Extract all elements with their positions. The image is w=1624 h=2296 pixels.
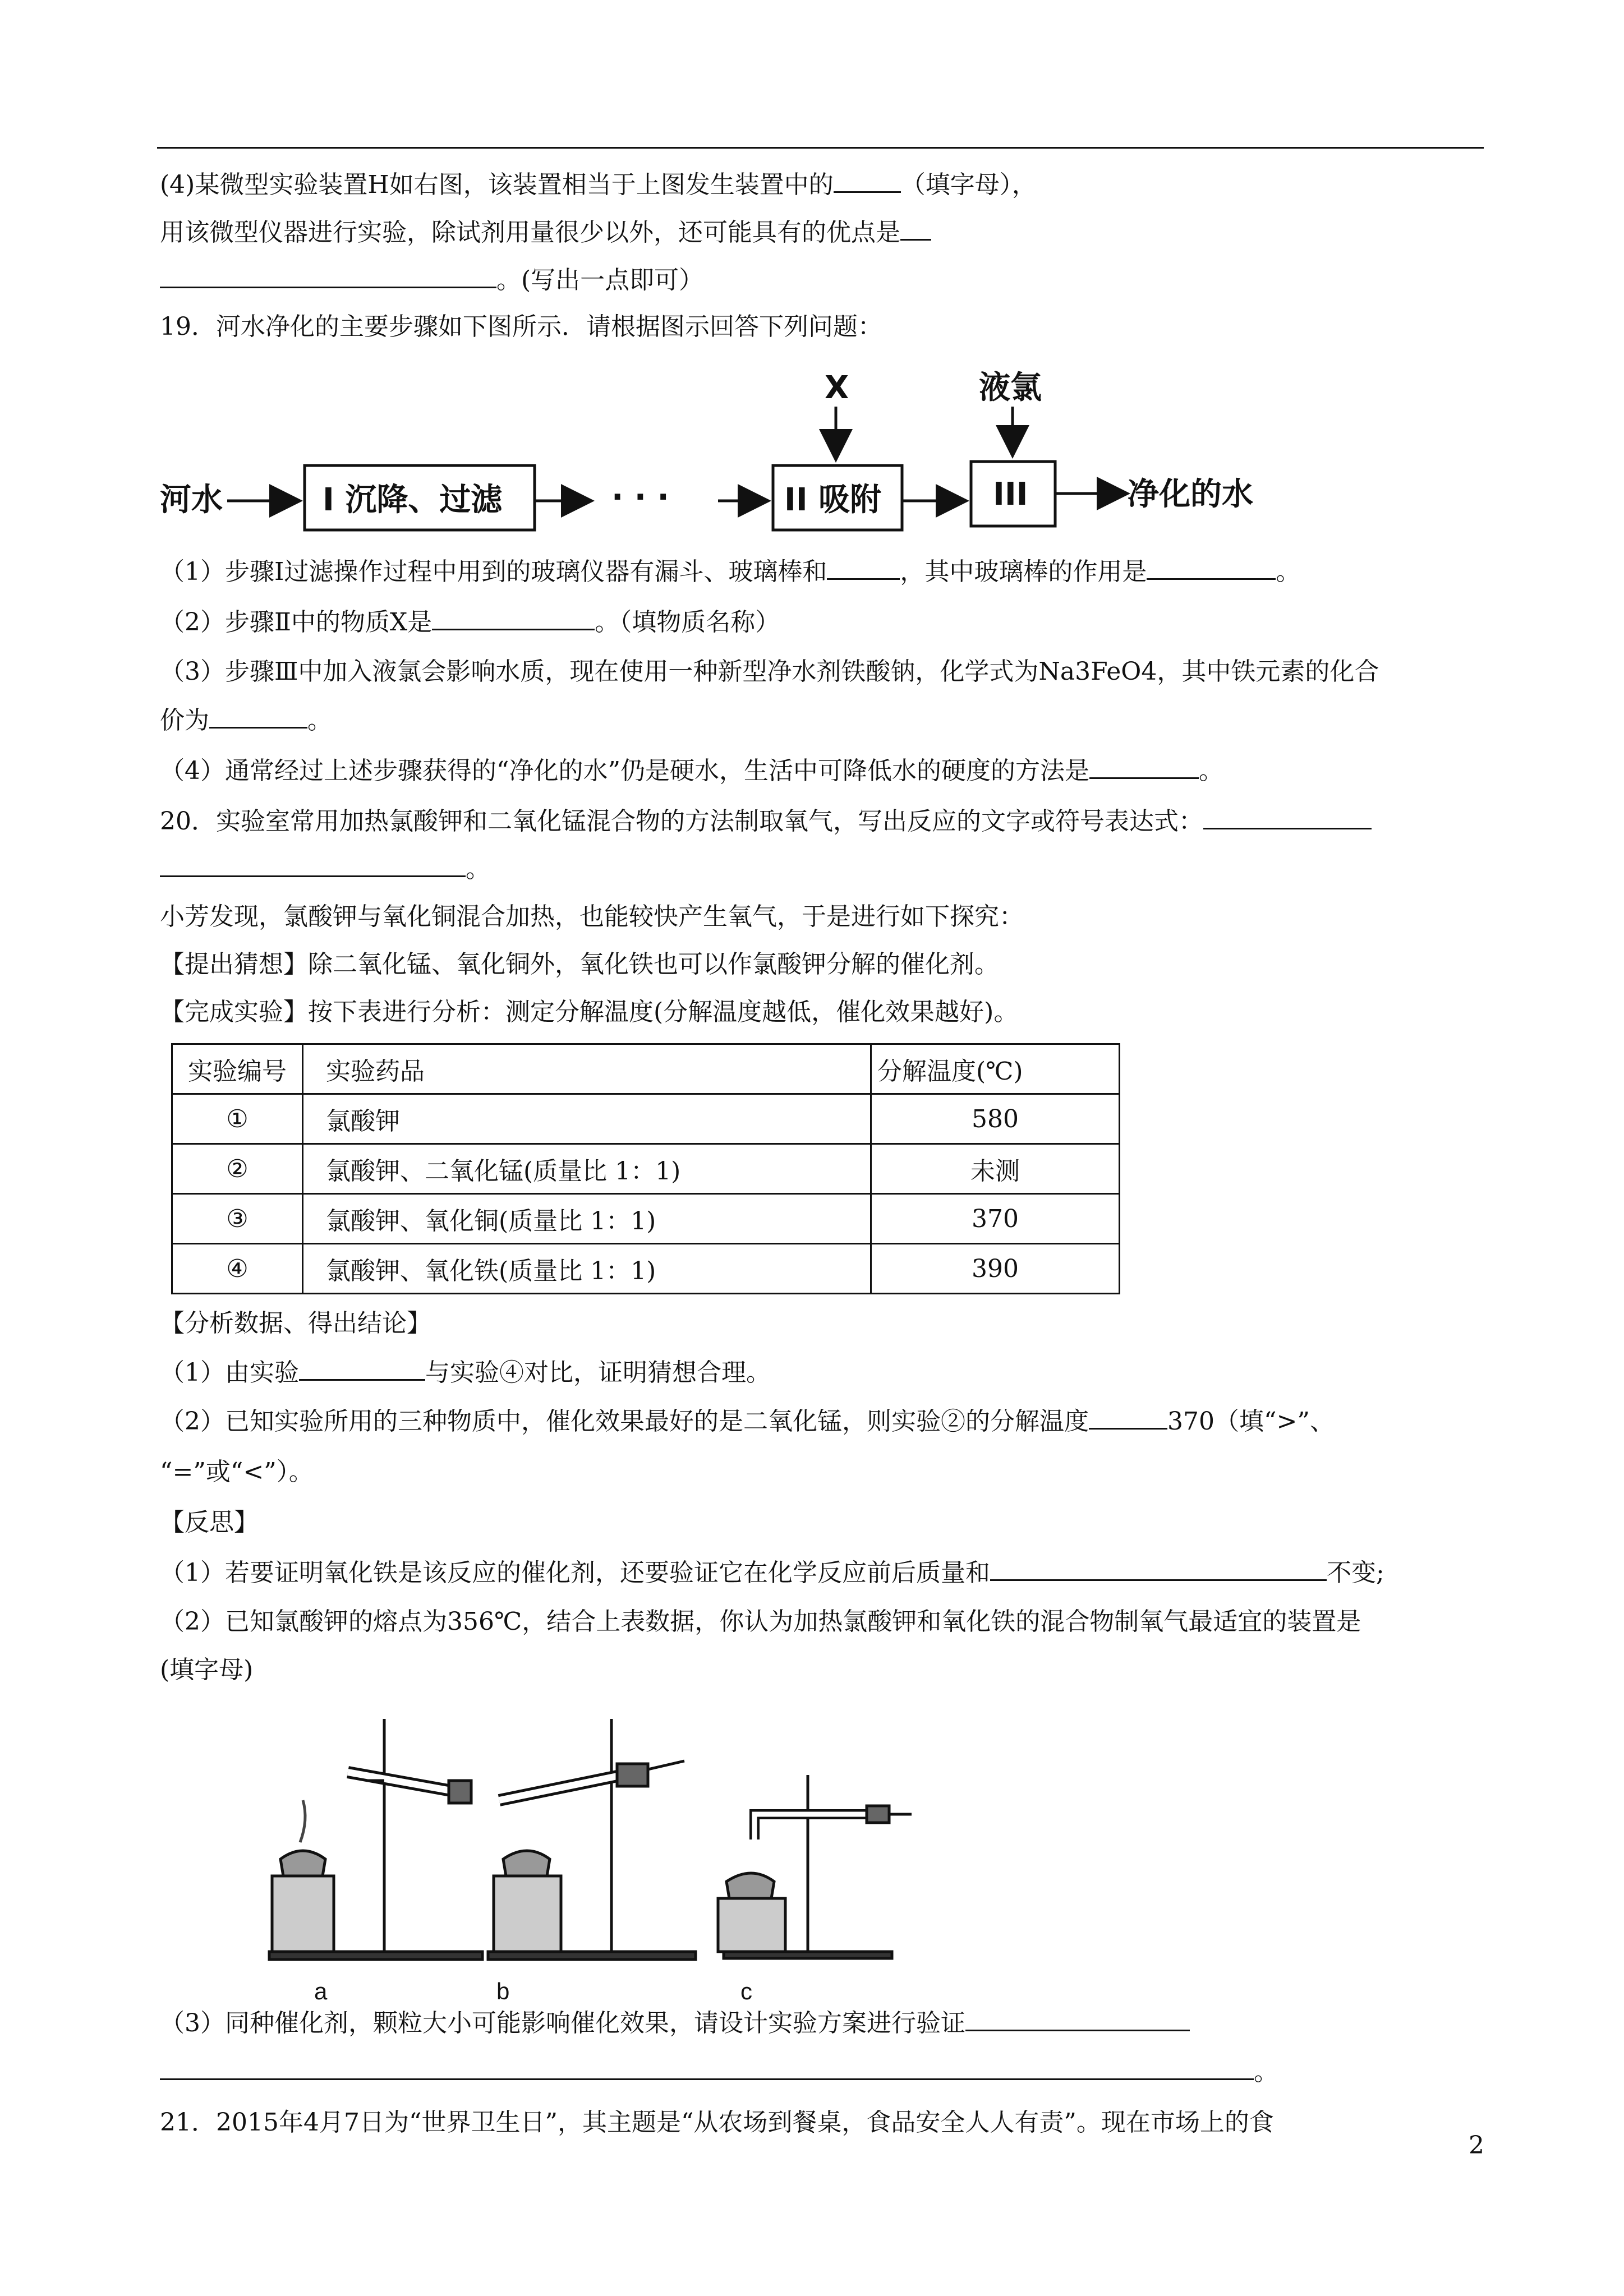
header-experiment-no: 实验编号 xyxy=(172,1044,303,1094)
answer-blank[interactable] xyxy=(432,606,595,630)
answer-blank[interactable] xyxy=(834,169,901,193)
apparatus-a xyxy=(269,1719,482,1960)
q20-reflect-2: （2）已知氯酸钾的熔点为356℃，结合上表数据，你认为加热氯酸钾和氧化铁的混合物制氧气最适宜的装置是 xyxy=(160,1607,1361,1636)
apparatus-label-a: a xyxy=(314,1978,328,2004)
flow-box-step1 xyxy=(305,465,535,530)
q19-stem: 19．河水净化的主要步骤如下图所示．请根据图示回答下列问题： xyxy=(160,312,882,341)
flow-box-step2 xyxy=(773,465,902,530)
q20-stem-line2: 。 xyxy=(160,852,490,886)
header-temperature: 分解温度(℃) xyxy=(871,1044,1120,1094)
q20-analysis-1: （1）由实验 与实验④对比，证明猜想合理。 xyxy=(160,1356,771,1390)
answer-blank[interactable] xyxy=(1089,755,1199,779)
apparatus-label-c: c xyxy=(740,1978,752,2004)
answer-blank[interactable] xyxy=(990,1557,1327,1581)
cell-temperature: 390 xyxy=(871,1244,1120,1294)
q20-reflect-3: （3）同种催化剂，颗粒大小可能影响催化效果，请设计实验方案进行验证 xyxy=(160,2007,1190,2040)
q20-reflect-3-cont: 。 xyxy=(160,2055,1278,2089)
flow-box-step3 xyxy=(971,462,1055,526)
q19-s3-line1: （3）步骤Ⅲ中加入液氯会影响水质，现在使用一种新型净水剂铁酸钠，化学式为Na3FeO4，其中铁元素的化合 xyxy=(160,657,1379,686)
flow-step3-label: III xyxy=(993,476,1028,513)
q20-experiment: 【完成实验】按下表进行分析：测定分解温度(分解温度越低，催化效果越好)。 xyxy=(160,998,1019,1026)
apparatus-c xyxy=(718,1775,912,1958)
answer-blank[interactable] xyxy=(160,264,496,288)
cell-temperature: 370 xyxy=(871,1194,1120,1244)
q20-guess: 【提出猜想】除二氧化锰、氧化铜外，氧化铁也可以作氯酸钾分解的催化剂。 xyxy=(160,950,999,979)
q18-4-line2: 用该微型仪器进行实验，除试剂用量很少以外，还可能具有的优点是 xyxy=(160,216,931,250)
q20-analysis-heading: 【分析数据、得出结论】 xyxy=(160,1309,431,1338)
cell-reagent: 氯酸钾、二氧化锰(质量比 1：1) xyxy=(303,1144,871,1194)
answer-blank[interactable] xyxy=(900,216,931,241)
page-number: 2 xyxy=(1469,2131,1484,2160)
cell-temperature: 580 xyxy=(871,1094,1120,1144)
answer-blank[interactable] xyxy=(965,2007,1190,2031)
q19-s2: （2）步骤Ⅱ中的物质X是 。（填物质名称） xyxy=(160,606,780,639)
q21-stem: 21．2015年4月7日为“世界卫生日”，其主题是“从农场到餐桌，食品安全人人有责”。现在市场上的食 xyxy=(160,2108,1274,2137)
q20-stem: 20．实验室常用加热氯酸钾和二氧化锰混合物的方法制取氧气，写出反应的文字或符号表达式： xyxy=(160,805,1372,838)
flow-source: 河水 xyxy=(160,482,223,518)
q20-analysis-2: （2）已知实验所用的三种物质中，催化效果最好的是二氧化锰，则实验②的分解温度 370（填“>”、 xyxy=(160,1405,1335,1439)
table-row xyxy=(172,1144,1120,1194)
apparatus-b xyxy=(488,1719,696,1960)
cell-reagent: 氯酸钾、氧化铁(质量比 1：1) xyxy=(303,1244,871,1294)
q20-analysis-2-cont: “=”或“<”）。 xyxy=(160,1458,314,1486)
table-row xyxy=(172,1244,1120,1294)
answer-blank[interactable] xyxy=(1147,556,1276,580)
header-rule xyxy=(157,147,1484,149)
q20-intro: 小芳发现，氯酸钾与氧化铜混合加热，也能较快产生氧气，于是进行如下探究： xyxy=(160,902,1024,931)
answer-blank[interactable] xyxy=(1203,805,1372,829)
flow-input-chlorine: 液氯 xyxy=(979,370,1042,406)
table-header-row xyxy=(172,1044,1120,1094)
flow-dots: · · · xyxy=(611,479,669,515)
q19-s1: （1）步骤Ⅰ过滤操作过程中用到的玻璃仪器有漏斗、玻璃棒和 ，其中玻璃棒的作用是 。 xyxy=(160,555,1300,589)
q20-reflect-1: （1）若要证明氧化铁是该反应的催化剂，还要验证它在化学反应前后质量和 不变; xyxy=(160,1556,1384,1590)
cell-no: ④ xyxy=(172,1244,303,1294)
answer-blank[interactable] xyxy=(299,1357,425,1381)
answer-blank[interactable] xyxy=(827,556,900,580)
cell-reagent: 氯酸钾、氧化铜(质量比 1：1) xyxy=(303,1194,871,1244)
q18-4-line1: (4)某微型实验装置H如右图，该装置相当于上图发生装置中的 （填字母）， xyxy=(160,168,1037,202)
cell-no: ③ xyxy=(172,1194,303,1244)
header-reagents: 实验药品 xyxy=(303,1044,871,1094)
cell-temperature: 未测 xyxy=(871,1144,1120,1194)
answer-blank[interactable] xyxy=(160,853,466,877)
answer-blank[interactable] xyxy=(1089,1405,1167,1430)
answer-blank[interactable] xyxy=(209,704,307,729)
flow-result: 净化的水 xyxy=(1128,476,1253,513)
table-row xyxy=(172,1194,1120,1244)
apparatus-label-b: b xyxy=(496,1978,510,2004)
q20-reflect-2-cont: (填字母) xyxy=(160,1656,254,1684)
apparatus-figure xyxy=(247,1708,931,2005)
table-row xyxy=(172,1094,1120,1144)
flow-input-x: X xyxy=(825,370,849,406)
cell-no: ① xyxy=(172,1094,303,1144)
q18-4-line3: 。(写出一点即可） xyxy=(160,264,703,297)
cell-reagent: 氯酸钾 xyxy=(303,1094,871,1144)
cell-no: ② xyxy=(172,1144,303,1194)
q19-s3-line2: 价为 。 xyxy=(160,704,332,737)
flow-step2-label: II 吸附 xyxy=(784,482,882,518)
answer-blank[interactable] xyxy=(160,2056,1254,2080)
flow-step1-label: I 沉降、过滤 xyxy=(323,482,503,518)
q19-s4: （4）通常经过上述步骤获得的“净化的水”仍是硬水，生活中可降低水的硬度的方法是 。 xyxy=(160,754,1223,788)
decomposition-table xyxy=(171,1043,1120,1294)
q20-reflect-heading: 【反思】 xyxy=(160,1508,259,1537)
